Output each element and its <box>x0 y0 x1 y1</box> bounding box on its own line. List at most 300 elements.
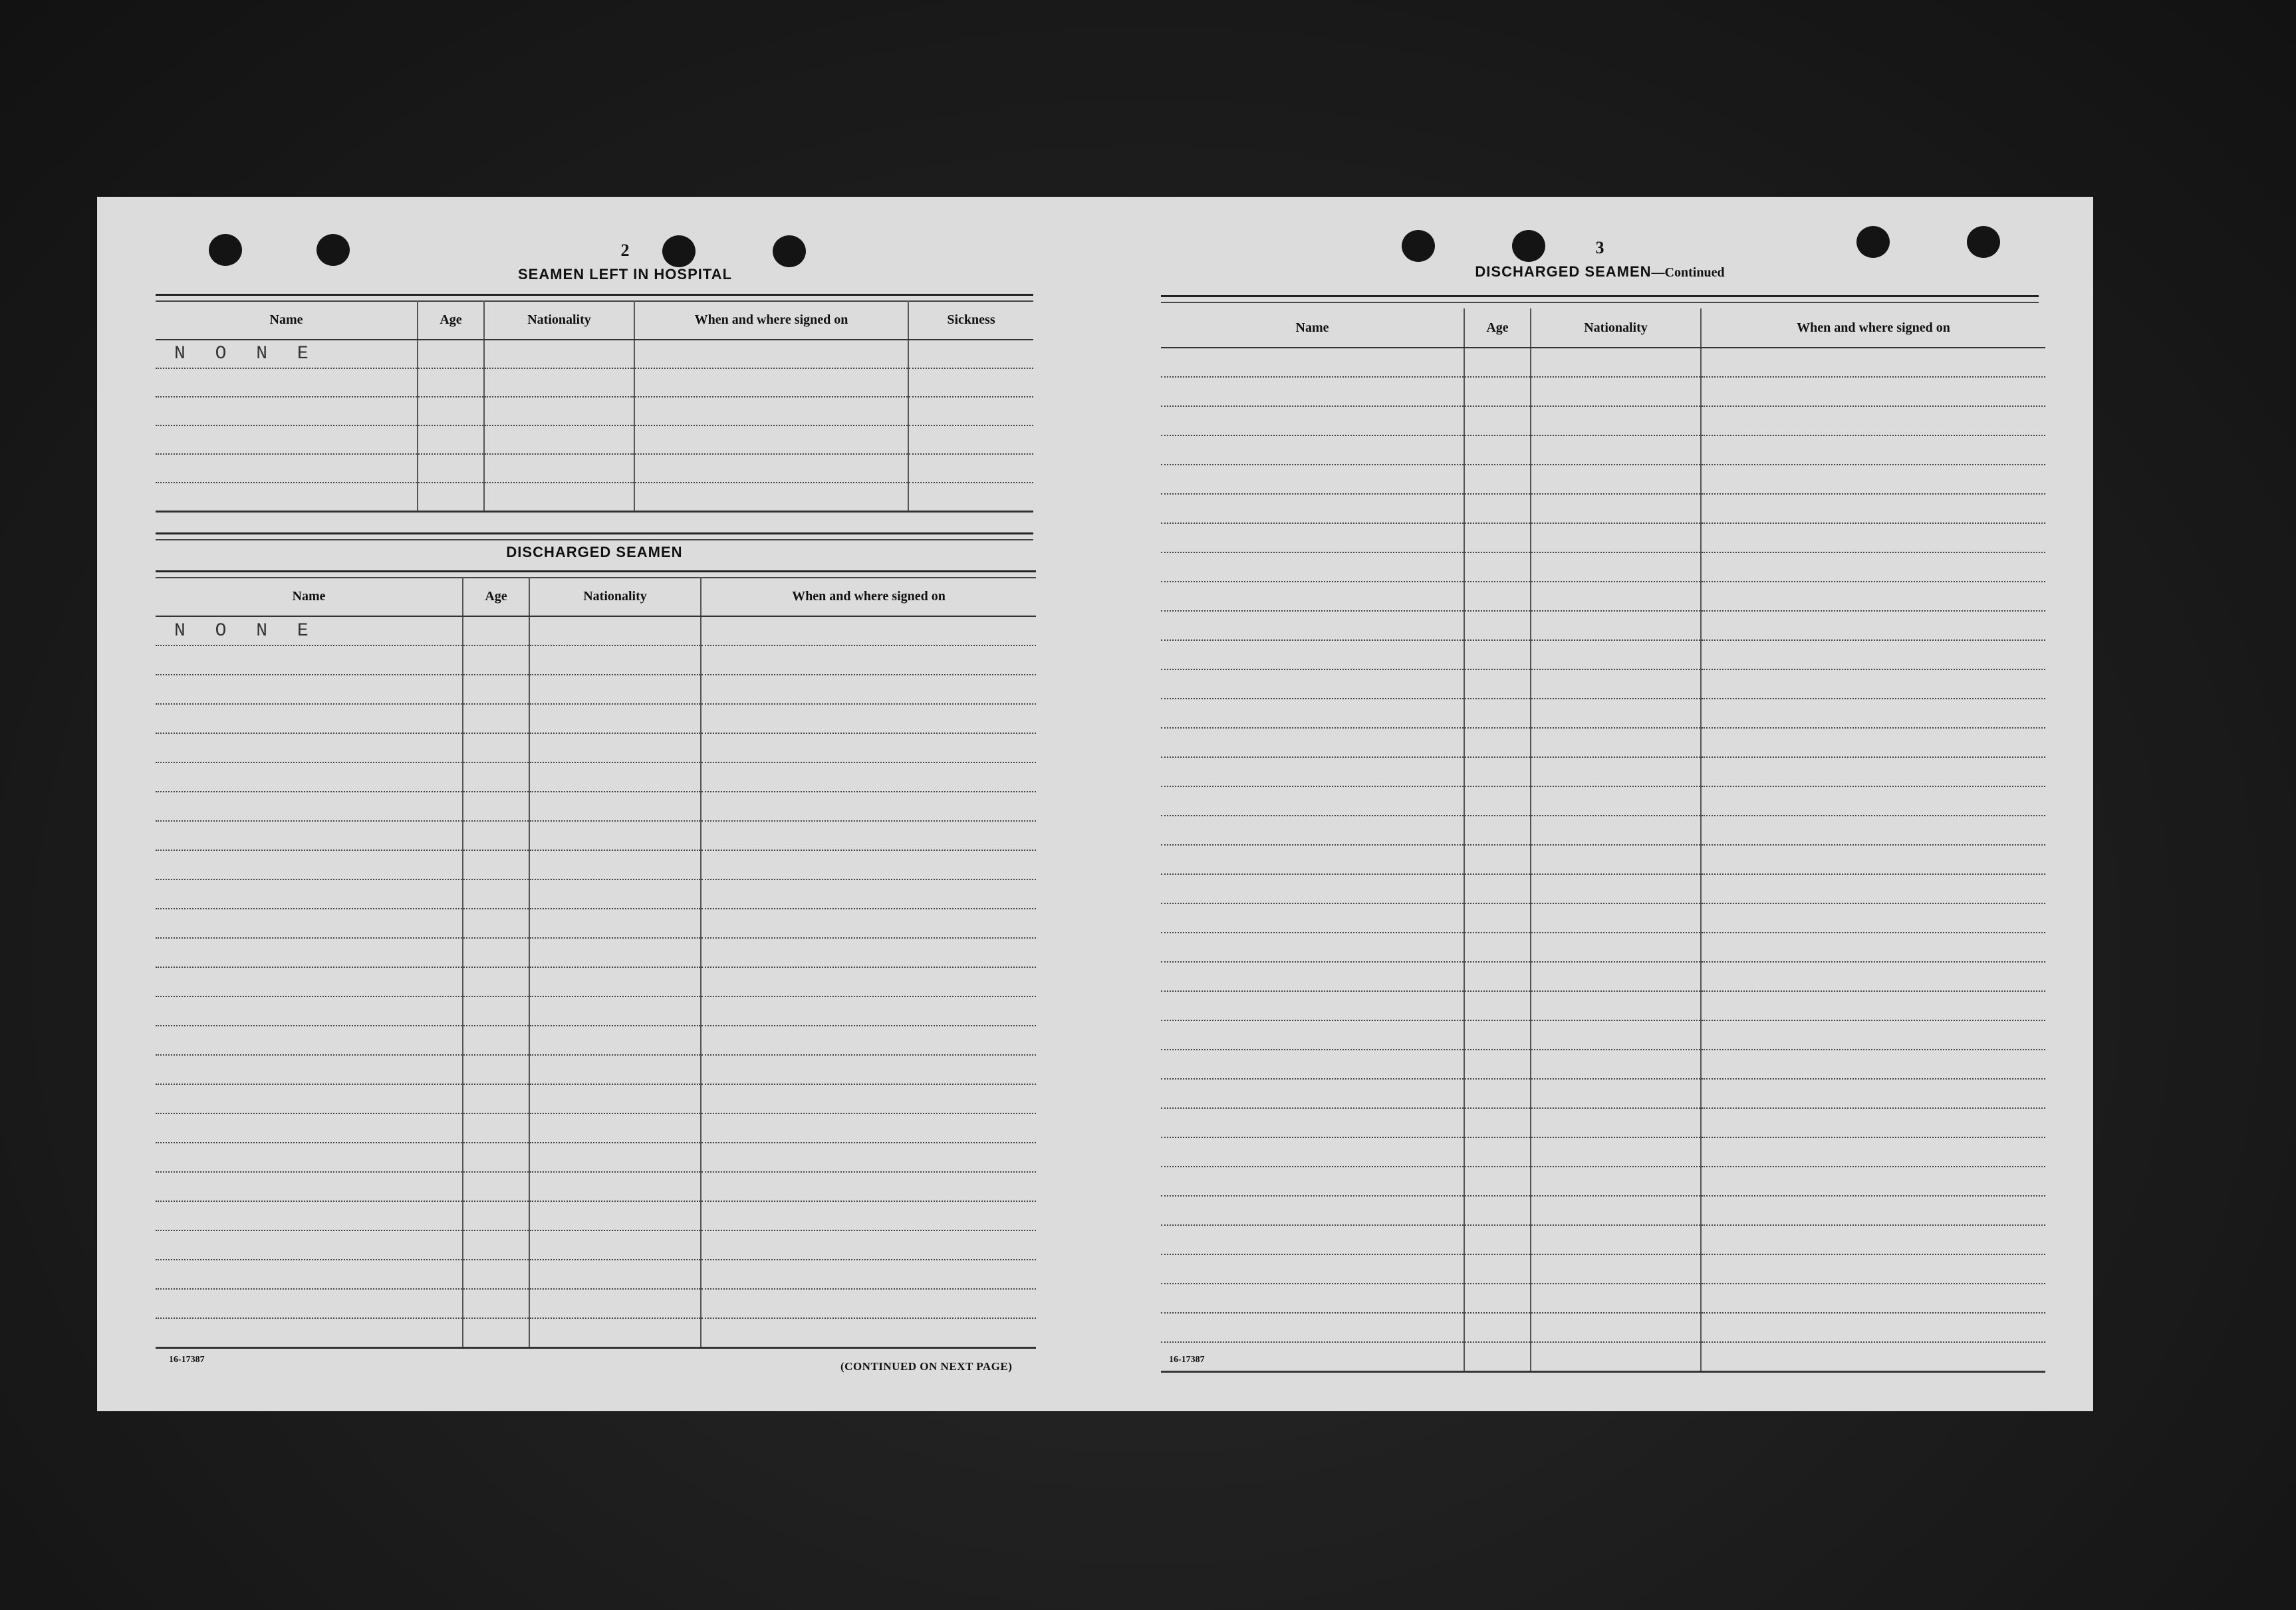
table-cell <box>1161 1137 1464 1167</box>
table-cell <box>1464 874 1531 903</box>
table-cell <box>1464 552 1531 582</box>
table-cell <box>529 704 701 733</box>
table-cell <box>701 821 1036 850</box>
table-cell <box>529 1143 701 1172</box>
table-cell <box>1701 1079 2045 1108</box>
table-cell <box>1531 377 1701 406</box>
table-cell <box>1531 1108 1701 1137</box>
table-row <box>1161 1196 2045 1225</box>
table-cell <box>156 675 463 704</box>
table-row <box>1161 1020 2045 1050</box>
table-cell <box>529 967 701 996</box>
table-row <box>156 850 1036 879</box>
table-cell <box>1161 1079 1464 1108</box>
discharged-continued-title-text: DISCHARGED SEAMEN <box>1475 263 1652 280</box>
table-cell <box>1161 874 1464 903</box>
table-cell <box>463 1318 529 1348</box>
table-row <box>156 616 1036 645</box>
table-cell <box>1161 1254 1464 1284</box>
table-cell <box>1531 933 1701 962</box>
table-cell <box>1701 377 2045 406</box>
table-cell <box>1464 1079 1531 1108</box>
table-cell <box>156 483 418 512</box>
table-cell <box>1701 1342 2045 1372</box>
table-cell <box>484 483 634 512</box>
table-cell <box>1464 1020 1531 1050</box>
table-cell <box>701 1230 1036 1260</box>
table-cell <box>529 675 701 704</box>
table-cell <box>1701 435 2045 465</box>
table-row <box>156 1260 1036 1289</box>
table-row <box>1161 1050 2045 1079</box>
table-cell <box>1464 757 1531 786</box>
right-page <box>1161 197 2079 1411</box>
table-cell <box>701 1318 1036 1348</box>
table-row <box>156 938 1036 967</box>
table-cell <box>1531 845 1701 874</box>
column-header: Nationality <box>529 577 701 616</box>
table-cell <box>1464 786 1531 816</box>
table-cell <box>1531 757 1701 786</box>
table-cell <box>529 616 701 645</box>
table-cell <box>1531 1313 1701 1342</box>
table-cell <box>1531 465 1701 494</box>
table-row <box>156 645 1036 675</box>
table-cell <box>1701 582 2045 611</box>
table-cell <box>156 909 463 938</box>
table-cell <box>1701 903 2045 933</box>
table-row <box>1161 1254 2045 1284</box>
table-cell <box>529 1260 701 1289</box>
table-cell <box>156 1230 463 1260</box>
table-row <box>1161 699 2045 728</box>
table-cell <box>1464 699 1531 728</box>
table-cell <box>1161 816 1464 845</box>
table-cell <box>1464 494 1531 523</box>
table-cell <box>701 938 1036 967</box>
table-cell <box>1701 523 2045 552</box>
table-cell <box>1161 494 1464 523</box>
discharged-continued-table <box>1161 308 2045 1373</box>
column-header: Name <box>156 300 418 340</box>
table-cell <box>418 483 484 512</box>
table-cell <box>908 397 1033 425</box>
table-cell <box>1161 991 1464 1020</box>
table-cell <box>529 938 701 967</box>
table-cell <box>463 879 529 909</box>
table-cell <box>701 616 1036 645</box>
table-row <box>156 1230 1036 1260</box>
table-cell <box>156 1084 463 1113</box>
table-cell <box>463 675 529 704</box>
table-cell <box>634 340 908 368</box>
table-cell <box>1464 962 1531 991</box>
table-row <box>1161 962 2045 991</box>
table-cell <box>1531 640 1701 669</box>
table-cell <box>1161 1284 1464 1313</box>
table-cell <box>1701 669 2045 699</box>
table-cell <box>701 1143 1036 1172</box>
table-cell <box>1701 728 2045 757</box>
table-cell <box>463 792 529 821</box>
table-cell <box>529 850 701 879</box>
table-row <box>1161 406 2045 435</box>
table-row <box>156 1055 1036 1084</box>
table-cell <box>1701 494 2045 523</box>
table-row <box>156 1172 1036 1201</box>
table-cell <box>156 1113 463 1143</box>
table-cell <box>1464 816 1531 845</box>
table-cell <box>463 1026 529 1055</box>
table-cell <box>463 1084 529 1113</box>
column-header: Age <box>1464 308 1531 348</box>
table-cell <box>529 1055 701 1084</box>
table-row <box>1161 1225 2045 1254</box>
table-cell <box>1701 1108 2045 1137</box>
hospital-rows <box>156 340 1033 512</box>
table-cell <box>463 996 529 1026</box>
table-cell <box>1531 816 1701 845</box>
table-cell <box>1531 962 1701 991</box>
hospital-bottom-rule <box>156 532 1033 540</box>
table-cell <box>1701 1225 2045 1254</box>
table-cell <box>156 397 418 425</box>
table-cell <box>418 368 484 397</box>
continued-suffix: —Continued <box>1651 265 1725 280</box>
table-cell <box>634 454 908 483</box>
table-cell <box>1464 1167 1531 1196</box>
table-cell <box>701 1201 1036 1230</box>
discharged-section-title: DISCHARGED SEAMEN <box>506 544 683 560</box>
table-cell <box>156 1289 463 1318</box>
table-cell <box>1531 874 1701 903</box>
table-cell <box>1464 1254 1531 1284</box>
table-cell <box>1464 1313 1531 1342</box>
table-cell <box>463 909 529 938</box>
table-cell <box>529 1084 701 1113</box>
table-cell <box>1701 816 2045 845</box>
table-row <box>156 368 1033 397</box>
table-cell <box>156 938 463 967</box>
table-cell <box>1464 523 1531 552</box>
column-header: Nationality <box>1531 308 1701 348</box>
table-cell <box>463 1289 529 1318</box>
table-cell <box>529 1201 701 1230</box>
table-cell <box>1161 1196 1464 1225</box>
table-cell <box>1161 669 1464 699</box>
table-cell <box>463 967 529 996</box>
table-cell <box>156 704 463 733</box>
table-cell <box>463 704 529 733</box>
table-cell <box>1531 611 1701 640</box>
table-cell <box>1701 406 2045 435</box>
table-cell <box>1701 786 2045 816</box>
table-cell <box>418 454 484 483</box>
table-cell <box>1701 1137 2045 1167</box>
table-cell <box>701 1026 1036 1055</box>
table-row <box>1161 1137 2045 1167</box>
table-cell <box>1531 1137 1701 1167</box>
table-cell <box>529 1026 701 1055</box>
page-number: 2 <box>620 241 630 260</box>
discharged-rows <box>156 616 1036 1348</box>
table-cell <box>1701 640 2045 669</box>
table-cell <box>1531 1225 1701 1254</box>
table-row <box>156 733 1036 762</box>
table-cell <box>463 850 529 879</box>
table-cell <box>1464 933 1531 962</box>
table-cell <box>1161 728 1464 757</box>
table-cell <box>529 1172 701 1201</box>
table-cell <box>1531 523 1701 552</box>
table-cell <box>1701 699 2045 728</box>
table-row <box>1161 903 2045 933</box>
table-row <box>1161 1284 2045 1313</box>
table-row <box>1161 611 2045 640</box>
table-cell <box>908 368 1033 397</box>
table-cell <box>701 909 1036 938</box>
table-cell <box>701 704 1036 733</box>
form-sheet <box>97 197 2093 1411</box>
table-cell <box>701 733 1036 762</box>
table-cell <box>463 1143 529 1172</box>
table-cell <box>1464 845 1531 874</box>
table-cell <box>1464 1225 1531 1254</box>
table-cell <box>1464 582 1531 611</box>
table-cell <box>1464 640 1531 669</box>
table-cell <box>1701 933 2045 962</box>
table-cell <box>1701 1167 2045 1196</box>
table-cell <box>1531 435 1701 465</box>
table-cell <box>1464 1342 1531 1372</box>
table-cell <box>529 792 701 821</box>
column-header: When and where signed on <box>701 577 1036 616</box>
table-cell <box>1701 1254 2045 1284</box>
table-cell <box>463 938 529 967</box>
table-cell <box>463 1201 529 1230</box>
table-row <box>156 425 1033 454</box>
table-cell <box>1161 933 1464 962</box>
table-cell <box>701 762 1036 792</box>
table-cell <box>1161 1108 1464 1137</box>
table-cell <box>1531 699 1701 728</box>
table-cell <box>1701 1284 2045 1313</box>
table-cell <box>463 733 529 762</box>
table-cell <box>1531 991 1701 1020</box>
table-cell <box>1161 348 1464 377</box>
table-cell <box>1531 903 1701 933</box>
table-cell <box>1701 962 2045 991</box>
table-cell <box>156 821 463 850</box>
table-cell <box>463 762 529 792</box>
table-cell <box>1464 1137 1531 1167</box>
table-cell <box>634 425 908 454</box>
table-cell <box>463 1260 529 1289</box>
table-cell <box>1464 611 1531 640</box>
table-row <box>156 340 1033 368</box>
table-cell <box>1161 465 1464 494</box>
table-cell <box>484 368 634 397</box>
hospital-header-row <box>156 300 1033 340</box>
table-cell <box>156 368 418 397</box>
table-cell <box>1161 640 1464 669</box>
table-row <box>1161 845 2045 874</box>
table-cell <box>1531 1284 1701 1313</box>
table-cell <box>701 879 1036 909</box>
table-cell <box>701 1113 1036 1143</box>
table-cell <box>1701 348 2045 377</box>
table-cell: N O N E <box>156 340 418 368</box>
table-cell <box>1531 1050 1701 1079</box>
table-cell <box>634 483 908 512</box>
table-cell <box>701 967 1036 996</box>
table-cell <box>701 850 1036 879</box>
table-cell <box>1531 1196 1701 1225</box>
table-cell <box>1531 348 1701 377</box>
table-cell <box>1161 1225 1464 1254</box>
table-cell <box>1464 669 1531 699</box>
table-row <box>1161 552 2045 582</box>
table-cell <box>908 454 1033 483</box>
table-cell <box>1161 786 1464 816</box>
column-header: Name <box>1161 308 1464 348</box>
table-cell <box>1464 728 1531 757</box>
page-number: 3 <box>1595 238 1604 257</box>
table-cell <box>1531 552 1701 582</box>
table-row <box>1161 1167 2045 1196</box>
table-cell <box>1464 435 1531 465</box>
table-cell <box>1161 962 1464 991</box>
column-header: Age <box>463 577 529 616</box>
table-cell <box>1531 1342 1701 1372</box>
form-number: 16-17387 <box>169 1355 205 1365</box>
table-cell <box>1161 582 1464 611</box>
table-cell <box>701 1260 1036 1289</box>
table-row <box>1161 435 2045 465</box>
table-cell <box>1531 728 1701 757</box>
table-row <box>1161 728 2045 757</box>
table-row <box>1161 991 2045 1020</box>
table-cell <box>1701 552 2045 582</box>
table-row <box>156 1318 1036 1348</box>
table-row <box>156 454 1033 483</box>
table-cell <box>484 425 634 454</box>
table-cell <box>1701 757 2045 786</box>
table-row <box>1161 523 2045 552</box>
table-cell <box>1531 406 1701 435</box>
table-cell <box>463 1172 529 1201</box>
table-row <box>156 675 1036 704</box>
table-cell <box>156 1026 463 1055</box>
table-cell <box>156 762 463 792</box>
hospital-section-title: SEAMEN LEFT IN HOSPITAL <box>517 266 733 283</box>
table-cell <box>529 1113 701 1143</box>
table-cell <box>156 1172 463 1201</box>
table-cell <box>1531 1079 1701 1108</box>
table-cell <box>463 616 529 645</box>
right-title-rule <box>1161 295 2039 303</box>
table-cell <box>1531 1254 1701 1284</box>
table-cell <box>463 1113 529 1143</box>
table-cell <box>634 368 908 397</box>
table-row <box>156 967 1036 996</box>
table-cell <box>156 996 463 1026</box>
table-cell <box>1161 1050 1464 1079</box>
table-cell <box>156 850 463 879</box>
table-cell <box>156 1201 463 1230</box>
table-cell <box>1531 494 1701 523</box>
table-cell <box>1531 786 1701 816</box>
table-row <box>156 909 1036 938</box>
table-cell <box>1464 348 1531 377</box>
table-cell <box>1464 465 1531 494</box>
table-row <box>156 397 1033 425</box>
table-cell <box>908 425 1033 454</box>
table-row <box>1161 582 2045 611</box>
table-cell <box>908 340 1033 368</box>
table-cell <box>1161 523 1464 552</box>
table-row <box>156 821 1036 850</box>
table-row <box>1161 1079 2045 1108</box>
table-cell <box>529 879 701 909</box>
table-row <box>156 1113 1036 1143</box>
discharged-header-row <box>156 577 1036 616</box>
table-cell <box>156 1055 463 1084</box>
table-cell <box>463 1055 529 1084</box>
table-cell <box>1531 669 1701 699</box>
table-cell <box>1464 903 1531 933</box>
table-cell <box>418 425 484 454</box>
table-row <box>1161 1313 2045 1342</box>
continued-note: (CONTINUED ON NEXT PAGE) <box>840 1360 1013 1373</box>
table-cell <box>1701 465 2045 494</box>
table-cell <box>418 340 484 368</box>
table-cell <box>1161 377 1464 406</box>
table-row <box>1161 377 2045 406</box>
table-cell <box>418 397 484 425</box>
table-row <box>156 1143 1036 1172</box>
form-number: 16-17387 <box>1169 1355 1205 1365</box>
table-cell <box>1701 1050 2045 1079</box>
table-row <box>1161 816 2045 845</box>
table-cell <box>1161 845 1464 874</box>
table-row <box>1161 348 2045 377</box>
table-cell <box>156 792 463 821</box>
table-cell <box>529 762 701 792</box>
table-cell <box>156 1143 463 1172</box>
right-rows <box>1161 348 2045 1372</box>
table-cell <box>484 397 634 425</box>
table-row <box>156 996 1036 1026</box>
table-row <box>1161 933 2045 962</box>
table-row <box>156 1084 1036 1113</box>
column-header: Name <box>156 577 463 616</box>
table-cell <box>1161 1342 1464 1372</box>
table-cell <box>701 1084 1036 1113</box>
table-cell <box>156 454 418 483</box>
table-cell <box>1161 406 1464 435</box>
table-cell <box>1464 1196 1531 1225</box>
table-cell <box>484 340 634 368</box>
table-cell <box>1464 1284 1531 1313</box>
table-cell <box>529 996 701 1026</box>
table-cell <box>1701 611 2045 640</box>
table-row <box>156 792 1036 821</box>
table-cell <box>1161 1167 1464 1196</box>
table-cell <box>1161 435 1464 465</box>
table-cell <box>634 397 908 425</box>
table-row <box>1161 1108 2045 1137</box>
